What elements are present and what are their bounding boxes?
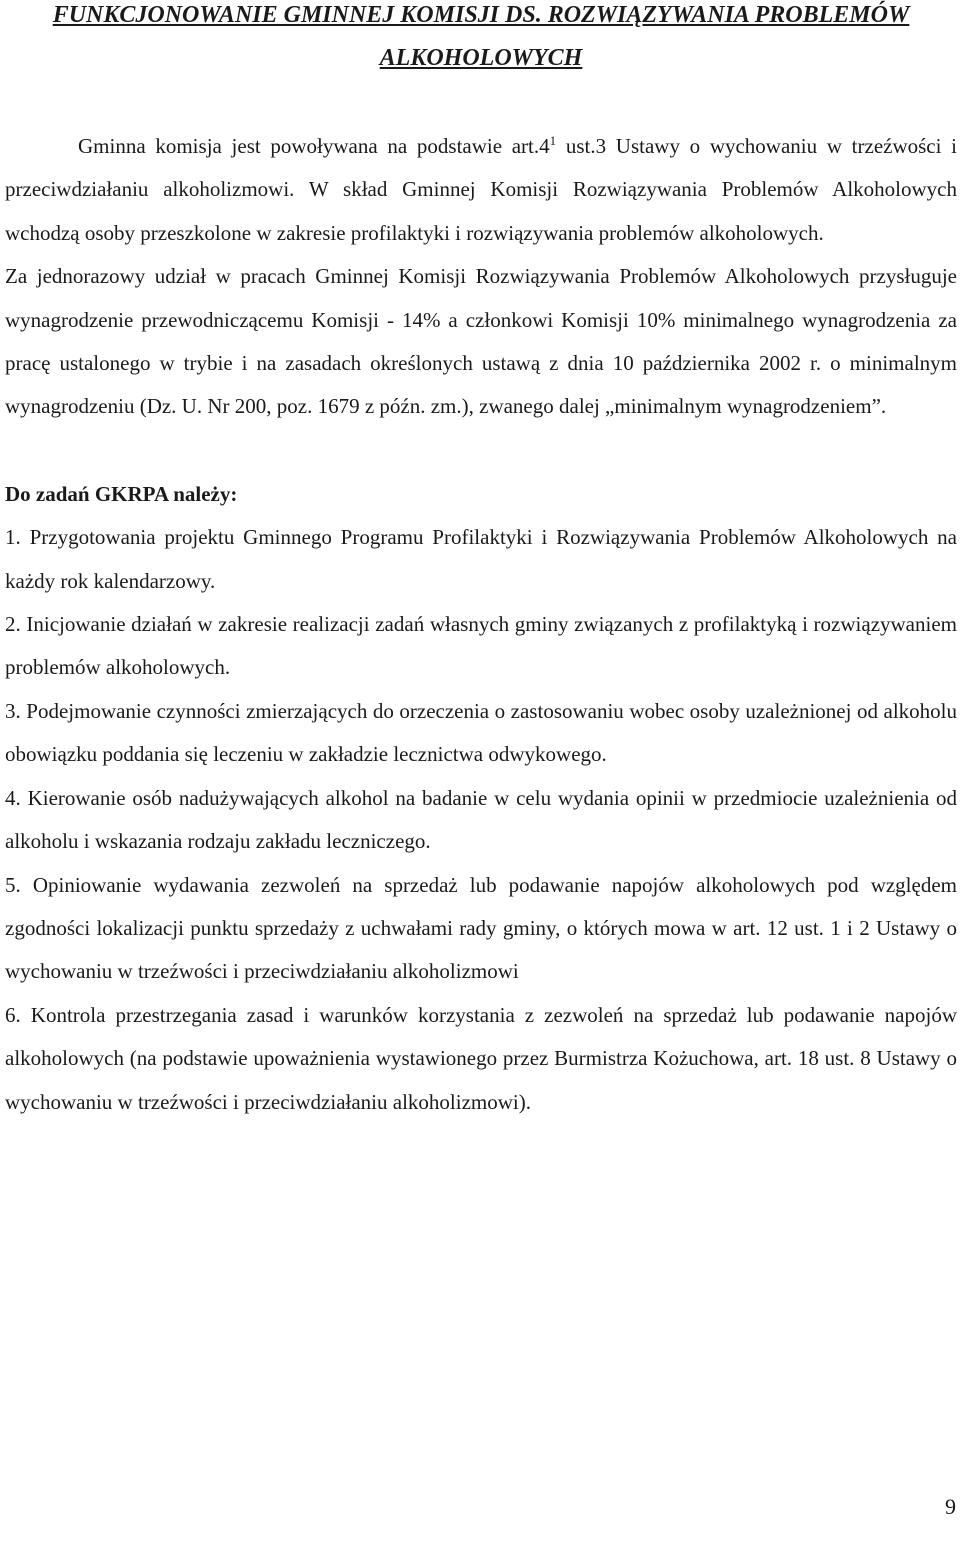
tasks-heading: Do zadań GKRPA należy: [5,481,238,506]
paragraph-legal-basis-start: Gminna komisja jest powoływana na podstawie art.4 [78,134,550,158]
paragraph-legal-basis [5,125,957,255]
title-line-1: FUNKCJONOWANIE GMINNEJ KOMISJI DS. ROZWIĄZYWANIA PROBLEMÓW [52,2,910,28]
document-page [5,0,957,1124]
task-item-3: 3. Podejmowanie czynności zmierzających do orzeczenia o zastosowaniu wobec osoby uzależnionej od alkoholu obowiązku poddania się leczeniu w zakładzie lecznictwa odwykowego. [5,698,957,767]
tasks-list [5,516,957,1124]
task-item-1: 1. Przygotowania projektu Gminnego Programu Profilaktyki i Rozwiązywania Problemów Alkoholowych na każdy rok kalendarzowy. [5,525,957,593]
task-item-6: 6. Kontrola przestrzegania zasad i warunków korzystania z zezwoleń na sprzedaż lub podawanie napojów alkoholowych (na podstawie upoważnienia wystawionego przez Burmistrza Kożuchowa, art. 18 ust. 8 Ustawy o wychowaniu w trzeźwości i przeciwdziałaniu alkoholizmowi). [5,1002,957,1114]
article-superscript: 1 [549,133,557,148]
paragraph-legal-basis-end: ust.3 Ustawy o wychowaniu w trzeźwości i przeciwdziałaniu alkoholizmowi. W skład Gminnej Komisji Rozwiązywania Problemów Alkoholowych wchodzą osoby przeszkolone w zakresie profilaktyki i rozwiązywania problemów alkoholowych. [5,134,957,245]
task-item-4: 4. Kierowanie osób nadużywających alkohol na badanie w celu wydania opinii w przedmiocie uzależnienia od alkoholu i wskazania rodzaju zakładu leczniczego. [5,785,957,854]
paragraph-remuneration: Za jednorazowy udział w pracach Gminnej Komisji Rozwiązywania Problemów Alkoholowych przysługuje wynagrodzenie przewodniczącemu Komisji - 14% a członkowi Komisji 10% minimalnego wynagrodzenia za pracę ustalonego w trybie i na zasadach określonych ustawą z dnia 10 października 2002 r. o minimalnym wynagrodzeniu (Dz. U. Nr 200, poz. 1679 z późn. zm.), zwanego dalej „minimalnym wynagrodzeniem”. [5,264,957,419]
document-title [5,0,957,79]
title-line-2: ALKOHOLOWYCH [379,45,583,71]
page-number: 9 [945,1494,956,1519]
task-item-2: 2. Inicjowanie działań w zakresie realizacji zadań własnych gminy związanych z profilaktyką i rozwiązywaniem problemów alkoholowych. [5,612,957,680]
task-item-5: 5. Opiniowanie wydawania zezwoleń na sprzedaż lub podawanie napojów alkoholowych pod względem zgodności lokalizacji punktu sprzedaży z uchwałami rady gminy, o których mowa w art. 12 ust. 1 i 2 Ustawy o wychowaniu w trzeźwości i przeciwdziałaniu alkoholizmowi [5,872,957,984]
